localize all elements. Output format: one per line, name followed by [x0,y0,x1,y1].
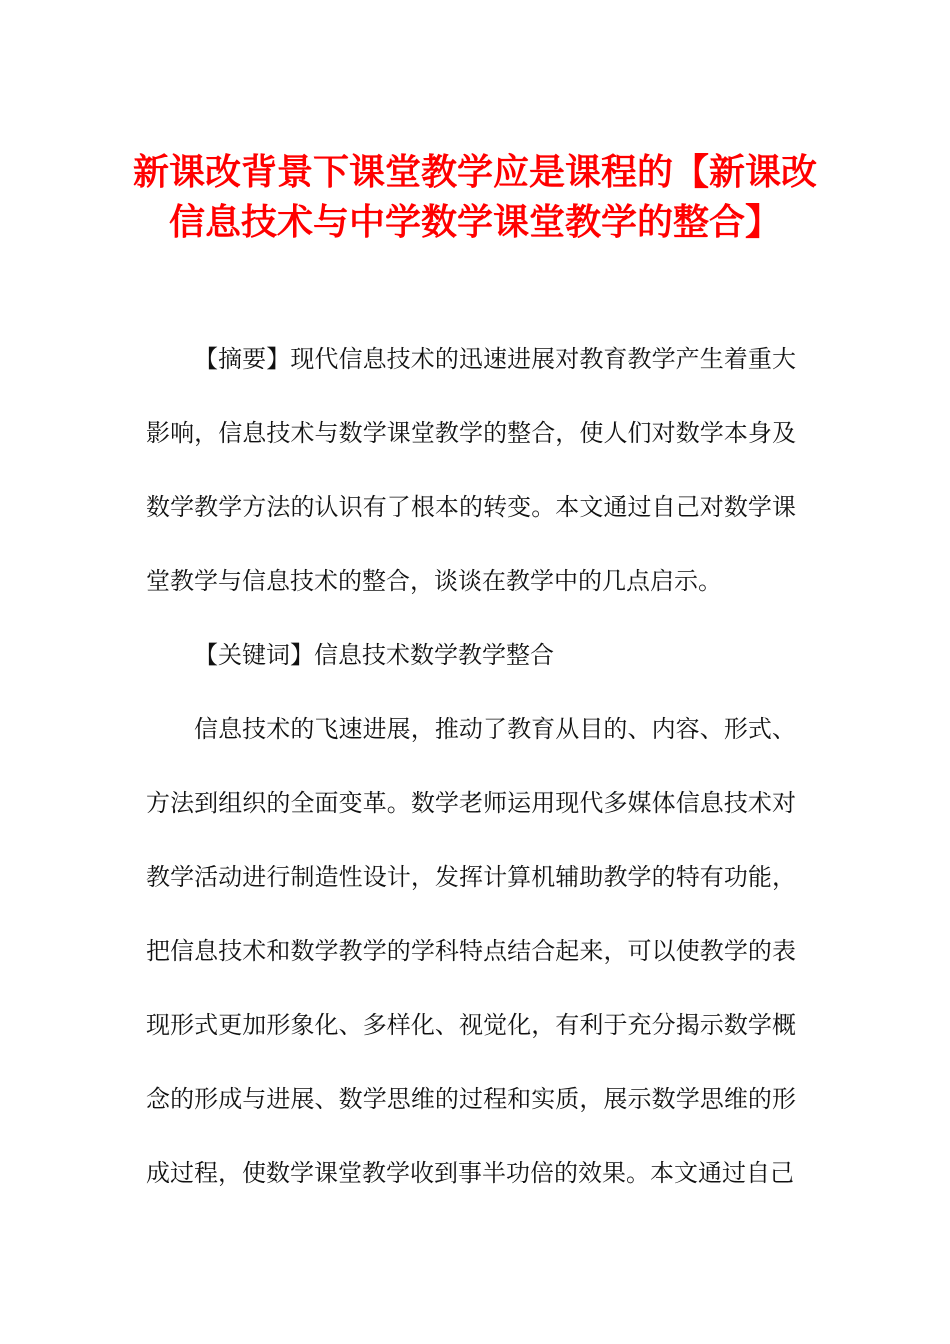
document-body [146,322,796,1210]
keywords-paragraph: 【关键词】信息技术数学教学整合 [194,641,554,669]
abstract-paragraph: 【摘要】现代信息技术的迅速进展对教育教学产生着重大影响，信息技术与数学课堂教学的整合，使人们对数学本身及数学教学方法的认识有了根本的转变。本文通过自己对数学课堂教学与信息技术的整合，谈谈在教学中的几点启示。 [146,345,796,595]
body-paragraph: 信息技术的飞速进展，推动了教育从目的、内容、形式、方法到组织的全面变革。数学老师运用现代多媒体信息技术对教学活动进行制造性设计，发挥计算机辅助教学的特有功能，把信息技术和数学教学的学科特点结合起来，可以使教学的表现形式更加形象化、多样化、视觉化，有利于充分揭示数学概念的形成与进展、数学思维的过程和实质，展示数学思维的形成过程，使数学课堂教学收到事半功倍的效果。本文通过自己 [146,715,796,1187]
document-title [110,148,840,248]
title-line-1: 新课改背景下课堂教学应是课程的【新课改 [132,152,817,193]
title-line-2: 信息技术与中学数学课堂教学的整合】 [168,202,781,243]
